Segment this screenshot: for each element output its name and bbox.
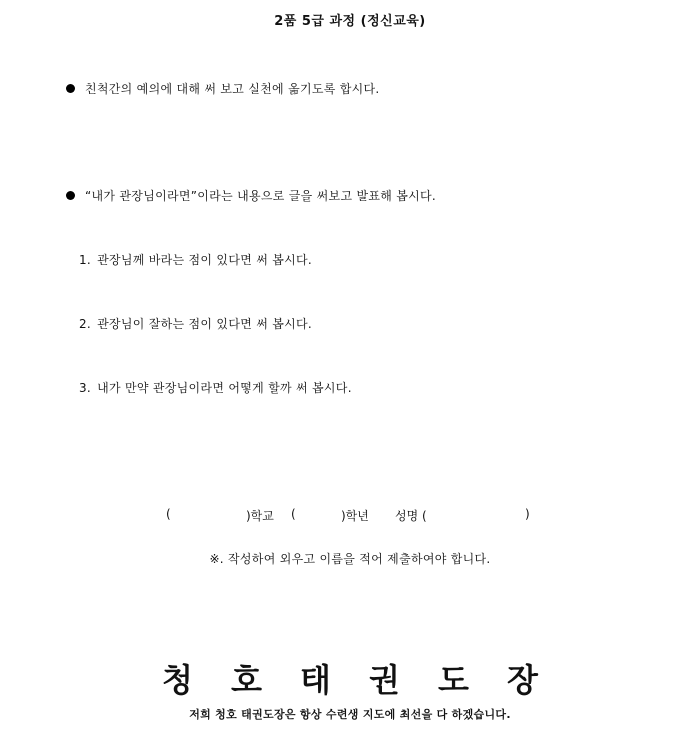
- question-text: 관장님이 잘하는 점이 있다면 써 봅시다.: [97, 317, 313, 331]
- brand-char: 권: [369, 661, 400, 699]
- brand-char: 청: [162, 661, 193, 699]
- brand-char: 호: [231, 661, 262, 699]
- question-number: 1.: [79, 253, 92, 267]
- name-label: 성명 (: [395, 509, 427, 523]
- question-text: 내가 만약 관장님이라면 어떻게 할까 써 봅시다.: [97, 381, 352, 395]
- question-item-3: [79, 379, 352, 396]
- brand-char: 태: [300, 661, 331, 699]
- bullet-text: 친척간의 예의에 대해 써 보고 실천에 옮기도록 합시다.: [85, 82, 380, 96]
- bullet-text: “내가 관장님이라면”이라는 내용으로 글을 써보고 발표해 봅시다.: [85, 189, 437, 203]
- question-number: 2.: [79, 317, 92, 331]
- slogan: 저희 청호 태권도장은 항상 수련생 지도에 최선을 다 하겠습니다.: [189, 708, 511, 721]
- question-number: 3.: [79, 381, 92, 395]
- grade-label: )학년: [341, 509, 369, 523]
- brand-char: 장: [507, 661, 538, 699]
- bullet-item-2: [66, 187, 436, 204]
- submission-note: ※. 작성하여 외우고 이름을 적어 제출하여야 합니다.: [209, 552, 491, 566]
- school-label: )학교: [246, 509, 274, 523]
- name-close-paren: ): [525, 507, 530, 521]
- brand-char: 도: [438, 661, 469, 699]
- question-item-2: [79, 315, 312, 332]
- bullet-dot-icon: [66, 84, 75, 93]
- school-open-paren: (: [166, 507, 171, 521]
- bullet-dot-icon: [66, 191, 75, 200]
- grade-open-paren: (: [291, 507, 296, 521]
- bullet-item-1: [66, 80, 380, 97]
- page-title: 2품 5급 과정 (정신교육): [274, 14, 426, 29]
- dojang-name: [0, 655, 700, 701]
- question-text: 관장님께 바라는 점이 있다면 써 봅시다.: [97, 253, 313, 267]
- question-item-1: [79, 251, 312, 268]
